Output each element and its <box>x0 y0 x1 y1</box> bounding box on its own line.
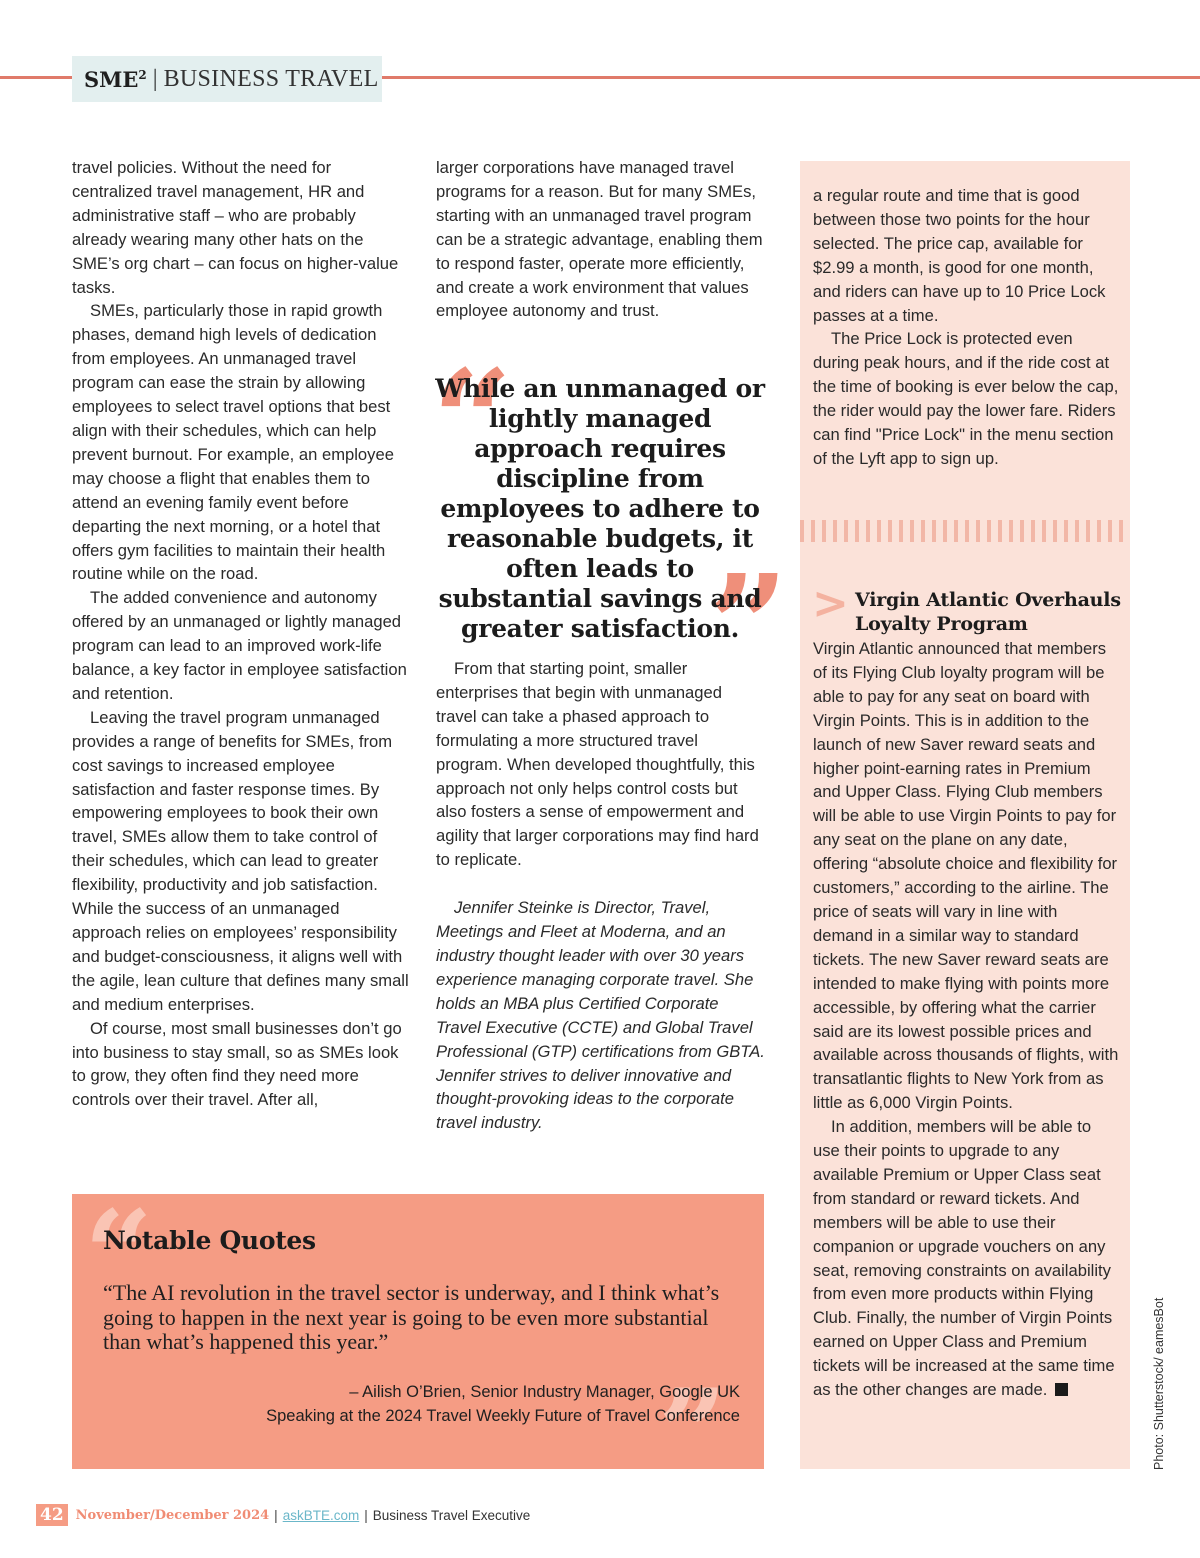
sme-label: SME$^2$ <box>84 66 147 92</box>
notable-quotes-title: Notable Quotes <box>103 1226 316 1255</box>
chevron-right-icon: > <box>812 578 849 629</box>
attribution-line-1: – Ailish O’Brien, Senior Industry Manager, Google UK <box>349 1383 740 1401</box>
col2-paragraph-2: From that starting point, smaller enterprises that begin with unmanaged travel can take a phased approach to formulating a more structured travel program. When developed thoughtfully, this approach not only helps control costs but also fosters a sense of empowerment and agility that larger corporations may find hard to replicate. <box>436 659 759 870</box>
article-column-2-bottom <box>436 657 766 1135</box>
attribution-line-2: Speaking at the 2024 Travel Weekly Future of Travel Conference <box>266 1407 740 1425</box>
col1-paragraph-4: Leaving the travel program unmanaged provides a range of benefits for SMEs, from cost savings to increased employee satisfaction and faster response times. By empowering employees to book their own travel, SMEs allow them to take control of their schedules, which can lead to greater flexibility, productivity and job satisfaction. While the success of an unmanaged approach relies on employees’ responsibility and budget-consciousness, it aligns well with the agile, lean culture that defines many small and medium enterprises. <box>72 707 409 1014</box>
pull-quote <box>432 340 789 709</box>
sidebar-paragraph-1: a regular route and time that is good between those two points for the hour selected. The price cap, available for $2.99 a month, is good for one month, and riders can have up to 10 Price Lock passes at a time. <box>813 186 1106 325</box>
section-header <box>72 56 382 102</box>
pull-quote-text: While an unmanaged or lightly managed approach requires discipline from employees to adhere to reasonable budgets, it often leads to substantial savings and greater satisfaction. <box>435 374 765 643</box>
quotes-open-quote-icon: “ <box>84 1184 154 1325</box>
magazine-name: Business Travel Executive <box>372 1507 531 1523</box>
page-number: 42 <box>36 1504 68 1526</box>
sidebar-paragraph-2: The Price Lock is protected even during peak hours, and if the ride cost at the time of booking is ever below the cap, the rider would pay the lower fare. Riders can find "Price Lock" in the menu section of the Lyft app to sign up. <box>813 329 1119 468</box>
quotes-close-quote-icon: ” <box>658 1363 728 1504</box>
article-column-1 <box>72 156 412 1112</box>
photo-credit: Photo: Shutterstock/ eamesBot <box>1152 1297 1166 1470</box>
article-column-2-top <box>436 156 766 323</box>
close-quote-icon: ” <box>708 545 789 709</box>
sidebar-lyft-text <box>813 184 1119 471</box>
col2-paragraph-1: larger corporations have managed travel programs for a reason. But for many SMEs, starting with an unmanaged travel program can be a strategic advantage, enabling them to respond faster, operate more efficiently, and create a work environment that values employee autonomy and trust. <box>436 158 763 321</box>
col1-paragraph-2: SMEs, particularly those in rapid growth phases, demand high levels of dedication from employees. An unmanaged travel program can ease the strain by allowing employees to select travel options that best align with their schedules, which can help prevent burnout. For example, an employee may choose a flight that enables them to attend an evening family event before departing the next morning, or a hotel that offers gym facilities to maintain their health routine while on the road. <box>72 301 394 584</box>
header-rule-right <box>382 76 1200 79</box>
sidebar-divider <box>800 520 1130 542</box>
col1-paragraph-3: The added convenience and autonomy offered by an unmanaged or lightly managed program can lead to an improved work-life balance, a key factor in employee satisfaction and retention. <box>72 588 407 703</box>
section-title: BUSINESS TRAVEL <box>163 65 379 92</box>
end-mark-icon <box>1055 1383 1068 1396</box>
header-divider: | <box>152 65 158 92</box>
open-quote-icon: “ <box>432 340 513 504</box>
header-rule-left <box>0 76 74 79</box>
col1-paragraph-1: travel policies. Without the need for centralized travel management, HR and administrative staff – who are probably already wearing many other hats on the SME’s org chart – can focus on higher-value tasks. <box>72 158 399 297</box>
quote-attribution <box>200 1380 740 1428</box>
website-link[interactable]: askBTE.com <box>282 1507 360 1523</box>
footer-separator: | <box>274 1507 278 1523</box>
sidebar-virgin-text <box>813 637 1119 1402</box>
issue-date: November/December 2024 <box>75 1507 270 1523</box>
sidebar-paragraph-3: Virgin Atlantic announced that members of its Flying Club loyalty program will be able to pay for any seat on board with Virgin Points. This is in addition to the launch of new Saver reward seats and higher point-earning rates in Premium and Upper Class. Flying Club members will be able to use Virgin Points to pay for any seat on the plane on any date, offering “absolute choice and flexibility for customers,” according to the airline. The price of seats will vary in line with demand in a similar way to standard tickets. The new Saver reward seats are intended to make flying with points more accessible, by offering what the carrier said are its lowest possible prices and available across thousands of flights, with transatlantic flights to New York from as little as 6,000 Virgin Points. <box>813 639 1119 1113</box>
col1-paragraph-5: Of course, most small businesses don’t go into business to stay small, so as SMEs look to grow, they often find they need more controls over their travel. After all, <box>72 1018 402 1110</box>
author-bio: Jennifer Steinke is Director, Travel, Meetings and Fleet at Moderna, and an industry thought leader with over 30 years experience managing corporate travel. She holds an MBA plus Certified Corporate Travel Executive (CCTE) and Global Travel Professional (GTP) certifications from GBTA. Jennifer strives to deliver innovative and thought-provoking ideas to the corporate travel industry. <box>436 898 765 1133</box>
notable-quote-text: “The AI revolution in the travel sector is underway, and I think what’s going to happen in the next year is going to be even more substantial than what’s happened this year.” <box>103 1280 720 1354</box>
sidebar-heading: Virgin Atlantic Overhauls Loyalty Program <box>855 589 1121 635</box>
sidebar-paragraph-4: In addition, members will be able to use their points to upgrade to any available Premium or Upper Class seat from standard or reward tickets. And members will be able to use their companion or upgrade vouchers on any seat, removing constraints on availability from even more products within Flying Club. Finally, the number of Virgin Points earned on Upper Class and Premium tickets will be increased at the same time as the other changes are made. <box>813 1117 1115 1400</box>
footer-separator: | <box>364 1507 368 1523</box>
page-footer <box>36 1500 530 1530</box>
